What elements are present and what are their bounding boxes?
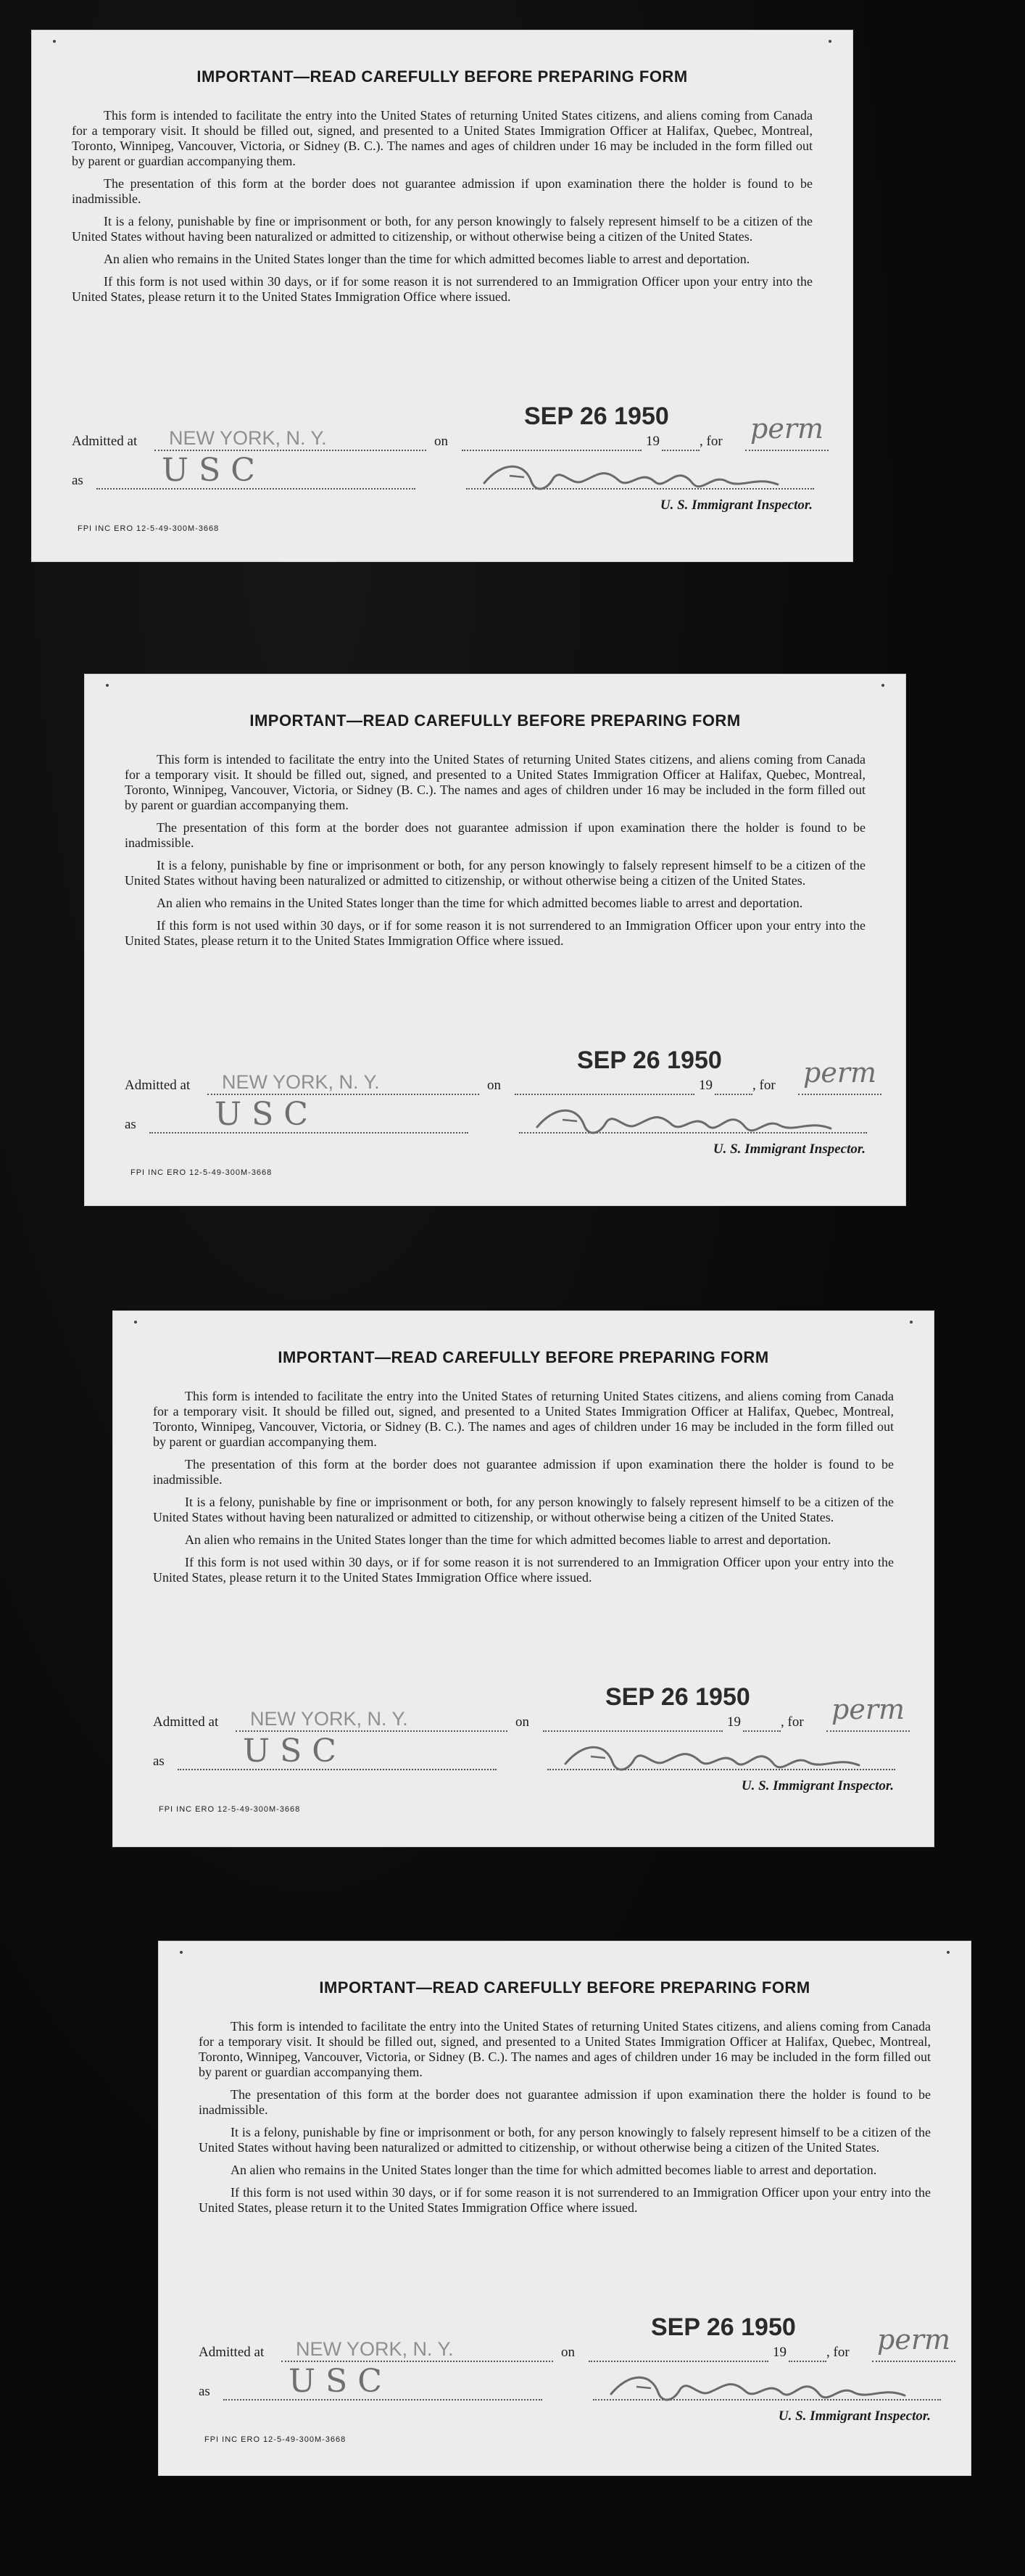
- immigration-form-card: [158, 1941, 971, 2476]
- duration-handwriting: perm: [750, 413, 824, 445]
- paragraph-presentation: The presentation of this form at the border does not guarantee admission if upon examination there the holder is found to be inadmissible.: [153, 1457, 894, 1487]
- paragraph-felony: It is a felony, punishable by fine or imprisonment or both, for any person knowingly to falsely represent himself to be a citizen of the United States without having been naturalized or admitted to citizenship, or without otherwise being a citizen of the United States.: [199, 2125, 931, 2155]
- date-stamp: SEP 26 1950: [651, 2313, 796, 2341]
- print-code: FPI INC ERO 12-5-49-300M-3668: [204, 2435, 346, 2444]
- date-line: [515, 1094, 694, 1095]
- for-label: , for: [826, 2345, 850, 2360]
- date-line: [589, 2361, 768, 2362]
- inspector-label: U. S. Immigrant Inspector.: [713, 1142, 866, 1157]
- form-body: [199, 2019, 931, 2223]
- for-label: , for: [752, 1078, 776, 1093]
- year-label: 19: [773, 2345, 787, 2360]
- year-label: 19: [727, 1714, 741, 1730]
- paragraph-presentation: The presentation of this form at the border does not guarantee admission if upon examination there the holder is found to be inadmissible.: [199, 2087, 931, 2117]
- admitted-at-line: [236, 1730, 507, 1732]
- print-code: FPI INC ERO 12-5-49-300M-3668: [159, 1805, 301, 1814]
- inspector-label: U. S. Immigrant Inspector.: [660, 498, 813, 513]
- paragraph-return: If this form is not used within 30 days, or if for some reason it is not surrendered to an Immigration Officer upon your entry into the United States, please return it to the United States Immigration Office where issued.: [199, 2185, 931, 2215]
- port-stamp: NEW YORK, N. Y.: [222, 1071, 380, 1093]
- on-label: on: [515, 1714, 529, 1730]
- as-label: as: [125, 1117, 136, 1132]
- admitted-at-label: Admitted at: [153, 1714, 219, 1730]
- as-label: as: [72, 473, 83, 488]
- inspector-label: U. S. Immigrant Inspector.: [741, 1778, 894, 1793]
- form-heading: IMPORTANT—READ CAREFULLY BEFORE PREPARING FORM: [249, 711, 741, 730]
- year-line: [743, 1730, 781, 1732]
- date-line: [543, 1730, 723, 1732]
- immigration-form-card: [84, 674, 906, 1206]
- paragraph-purpose: This form is intended to facilitate the entry into the United States of returning United States citizens, and aliens coming from Canada for a temporary visit. It should be filled out, signed, and presented to a United States Immigration Officer at Halifax, Quebec, Montreal, Toronto, Winnipeg, Vancouver, Victoria, or Sidney (B. C.). The names and ages of children under 16 may be included in the form filled out by parent or guardian accompanying them.: [125, 752, 866, 812]
- punch-mark: [180, 1951, 183, 1954]
- date-stamp: SEP 26 1950: [577, 1046, 722, 1074]
- inspector-label: U. S. Immigrant Inspector.: [778, 2408, 931, 2424]
- form-heading: IMPORTANT—READ CAREFULLY BEFORE PREPARING FORM: [196, 67, 688, 86]
- port-stamp: NEW YORK, N. Y.: [250, 1708, 408, 1730]
- print-code: FPI INC ERO 12-5-49-300M-3668: [130, 1168, 273, 1177]
- form-heading: IMPORTANT—READ CAREFULLY BEFORE PREPARING FORM: [319, 1978, 810, 1997]
- paragraph-alien: An alien who remains in the United States longer than the time for which admitted becomes liable to arrest and deportation.: [231, 2163, 877, 2177]
- for-line: [745, 450, 829, 451]
- year-line: [789, 2361, 826, 2362]
- immigration-form-card: [112, 1310, 934, 1847]
- duration-handwriting: perm: [877, 2324, 951, 2356]
- paragraph-felony: It is a felony, punishable by fine or imprisonment or both, for any person knowingly to falsely represent himself to be a citizen of the United States without having been naturalized or admitted to citizenship, or without otherwise being a citizen of the United States.: [153, 1495, 894, 1524]
- paragraph-alien: An alien who remains in the United States longer than the time for which admitted becomes liable to arrest and deportation.: [104, 252, 750, 266]
- year-label: 19: [646, 434, 660, 449]
- as-label: as: [153, 1754, 165, 1769]
- punch-mark: [910, 1321, 913, 1324]
- punch-mark: [947, 1951, 950, 1954]
- paragraph-alien: An alien who remains in the United States longer than the time for which admitted becomes liable to arrest and deportation.: [185, 1532, 831, 1547]
- year-label: 19: [699, 1078, 713, 1093]
- status-handwriting: USC: [215, 1096, 318, 1133]
- as-label: as: [199, 2384, 210, 2399]
- paragraph-felony: It is a felony, punishable by fine or imprisonment or both, for any person knowingly to falsely represent himself to be a citizen of the United States without having been naturalized or admitted to citizenship, or without otherwise being a citizen of the United States.: [125, 858, 866, 888]
- on-label: on: [487, 1078, 501, 1093]
- form-body: [153, 1389, 894, 1593]
- admitted-at-label: Admitted at: [72, 434, 138, 449]
- paragraph-purpose: This form is intended to facilitate the entry into the United States of returning United States citizens, and aliens coming from Canada for a temporary visit. It should be filled out, signed, and presented to a United States Immigration Officer at Halifax, Quebec, Montreal, Toronto, Winnipeg, Vancouver, Victoria, or Sidney (B. C.). The names and ages of children under 16 may be included in the form filled out by parent or guardian accompanying them.: [72, 108, 813, 168]
- port-stamp: NEW YORK, N. Y.: [296, 2338, 454, 2360]
- for-line: [798, 1094, 881, 1095]
- on-label: on: [434, 434, 448, 449]
- immigration-form-card: [31, 30, 853, 562]
- paragraph-presentation: The presentation of this form at the border does not guarantee admission if upon examination there the holder is found to be inadmissible.: [72, 176, 813, 206]
- admitted-at-line: [207, 1094, 479, 1095]
- punch-mark: [134, 1321, 137, 1324]
- admitted-at-label: Admitted at: [199, 2345, 265, 2360]
- for-line: [872, 2361, 955, 2362]
- status-handwriting: USC: [289, 2363, 392, 2400]
- paragraph-return: If this form is not used within 30 days, or if for some reason it is not surrendered to an Immigration Officer upon your entry into the United States, please return it to the United States Immigration Office where issued.: [72, 274, 813, 304]
- date-line: [462, 450, 642, 451]
- duration-handwriting: perm: [831, 1693, 905, 1725]
- punch-mark: [829, 40, 831, 43]
- date-stamp: SEP 26 1950: [605, 1683, 750, 1711]
- status-handwriting: USC: [243, 1733, 346, 1770]
- admitted-at-label: Admitted at: [125, 1078, 191, 1093]
- admitted-at-line: [281, 2361, 553, 2362]
- paragraph-purpose: This form is intended to facilitate the entry into the United States of returning United States citizens, and aliens coming from Canada for a temporary visit. It should be filled out, signed, and presented to a United States Immigration Officer at Halifax, Quebec, Montreal, Toronto, Winnipeg, Vancouver, Victoria, or Sidney (B. C.). The names and ages of children under 16 may be included in the form filled out by parent or guardian accompanying them.: [153, 1389, 894, 1449]
- port-stamp: NEW YORK, N. Y.: [169, 427, 327, 449]
- year-line: [715, 1094, 752, 1095]
- year-line: [662, 450, 700, 451]
- paragraph-return: If this form is not used within 30 days, or if for some reason it is not surrendered to an Immigration Officer upon your entry into the United States, please return it to the United States Immigration Office where issued.: [125, 918, 866, 948]
- form-heading: IMPORTANT—READ CAREFULLY BEFORE PREPARING FORM: [278, 1348, 769, 1366]
- punch-mark: [106, 684, 109, 687]
- date-stamp: SEP 26 1950: [524, 402, 669, 430]
- punch-mark: [53, 40, 56, 43]
- admitted-at-line: [154, 450, 426, 451]
- form-body: [72, 108, 813, 312]
- print-code: FPI INC ERO 12-5-49-300M-3668: [78, 524, 220, 533]
- form-body: [125, 752, 866, 956]
- paragraph-return: If this form is not used within 30 days, or if for some reason it is not surrendered to an Immigration Officer upon your entry into the United States, please return it to the United States Immigration Office where issued.: [153, 1555, 894, 1585]
- paragraph-alien: An alien who remains in the United States longer than the time for which admitted becomes liable to arrest and deportation.: [157, 896, 803, 910]
- paragraph-felony: It is a felony, punishable by fine or imprisonment or both, for any person knowingly to falsely represent himself to be a citizen of the United States without having been naturalized or admitted to citizenship, or without otherwise being a citizen of the United States.: [72, 214, 813, 244]
- paragraph-presentation: The presentation of this form at the border does not guarantee admission if upon examination there the holder is found to be inadmissible.: [125, 820, 866, 850]
- duration-handwriting: perm: [803, 1057, 877, 1089]
- for-line: [826, 1730, 910, 1732]
- status-handwriting: USC: [162, 452, 265, 489]
- paragraph-purpose: This form is intended to facilitate the entry into the United States of returning United States citizens, and aliens coming from Canada for a temporary visit. It should be filled out, signed, and presented to a United States Immigration Officer at Halifax, Quebec, Montreal, Toronto, Winnipeg, Vancouver, Victoria, or Sidney (B. C.). The names and ages of children under 16 may be included in the form filled out by parent or guardian accompanying them.: [199, 2019, 931, 2079]
- for-label: , for: [781, 1714, 804, 1730]
- for-label: , for: [700, 434, 723, 449]
- on-label: on: [561, 2345, 575, 2360]
- punch-mark: [881, 684, 884, 687]
